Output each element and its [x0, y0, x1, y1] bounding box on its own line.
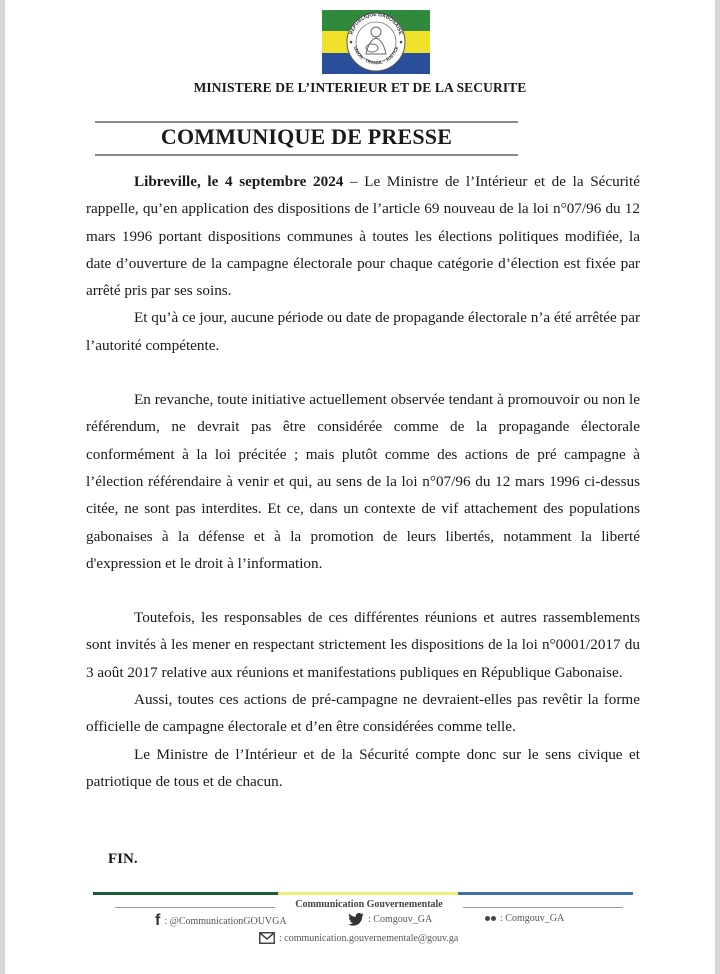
- footer-rule-right: [463, 907, 623, 908]
- title-rule-bottom: [95, 154, 518, 156]
- paragraph-4: Toutefois, les responsables de ces différentes réunions et autres rassemblements sont invités à les mener en respectant strictement les dispositions de la loi n°0001/2017 du 3 août 2017 relative aux réunions et manifestations publiques en République Gabonaise.: [86, 609, 640, 681]
- ministry-name: MINISTERE DE L’INTERIEUR ET DE LA SECURITE: [193, 80, 527, 95]
- paragraph-2: Et qu’à ce jour, aucune période ou date de propagande électorale n’a été arrêtée par l’autorité compétente.: [86, 309, 640, 354]
- flickr-handle: : Comgouv_GA: [500, 913, 565, 924]
- email-address: : communication.gouvernementale@gouv.ga: [279, 932, 459, 944]
- gabon-emblem: [322, 10, 430, 74]
- footer-label: Communication Gouvernementale: [295, 899, 443, 910]
- flickr-icon: [485, 916, 496, 921]
- document-title: COMMUNIQUE DE PRESSE: [160, 124, 453, 149]
- twitter-handle: : Comgouv_GA: [368, 914, 433, 925]
- paragraph-5: Aussi, toutes ces actions de pré-campagne ne devraient-elles pas revêtir la forme officielle de campagne électorale et d’en être considérées comme telle.: [86, 691, 640, 736]
- facebook-icon: f: [155, 912, 161, 929]
- footer-flickr: [485, 913, 564, 924]
- paragraph-6: Le Ministre de l’Intérieur et de la Sécurité compte donc sur le sens civique et patriotique de tous et de chacun.: [86, 745, 640, 790]
- mail-icon: [259, 932, 275, 944]
- paragraph-1: [86, 168, 640, 304]
- footer-email: [259, 932, 458, 944]
- paragraph-1-text: – Le Ministre de l’Intérieur et de la Sécurité rappelle, qu’en application des dispositions de l’article 69 nouveau de la loi n°07/96 du 12 mars 1996 portant dispositions communes à toutes les élections politiques modifiée, la date d’ouverture de la campagne électorale pour chaque catégorie d’élection est fixée par arrêté pris par ses soins.: [86, 173, 640, 300]
- facebook-handle: : @CommunicationGOUVGA: [164, 915, 287, 927]
- footer-facebook: [155, 913, 287, 929]
- footer-bar-blue: [458, 892, 633, 895]
- footer-bar-yellow: [278, 892, 458, 895]
- emblem-logo: [322, 10, 430, 74]
- dateline: Libreville, le 4 septembre 2024: [134, 173, 344, 190]
- footer-bar-green: [93, 892, 278, 895]
- closing-fin: FIN.: [108, 851, 138, 867]
- twitter-icon: [348, 913, 364, 926]
- emblem-bottom-text: UNION · TRAVAIL · JUSTICE: [352, 45, 400, 66]
- footer-twitter: [348, 913, 432, 926]
- title-rule-top: [95, 121, 518, 123]
- paragraph-3: En revanche, toute initiative actuellement observée tendant à promouvoir ou non le référendum, ne devrait pas être considérée comme de la propagande électorale conformément à la loi précitée ; mais plutôt comme des actions de pré campagne à l’élection référendaire à venir et qui, au sens de la loi n°07/96 du 12 mars 1996 ci-dessus citée, ne sont pas interdites. Et ce, dans un contexte de vif attachement des populations gabonaises à la défense et à la promotion de leurs libertés, notamment la liberté d'expression et le droit à l’information.: [86, 391, 640, 572]
- document-page: [5, 0, 715, 974]
- emblem-top-text: RÉPUBLIQUE GABONAISE: [348, 11, 404, 36]
- footer-rule-left: [115, 907, 275, 908]
- communique-body: [86, 168, 640, 795]
